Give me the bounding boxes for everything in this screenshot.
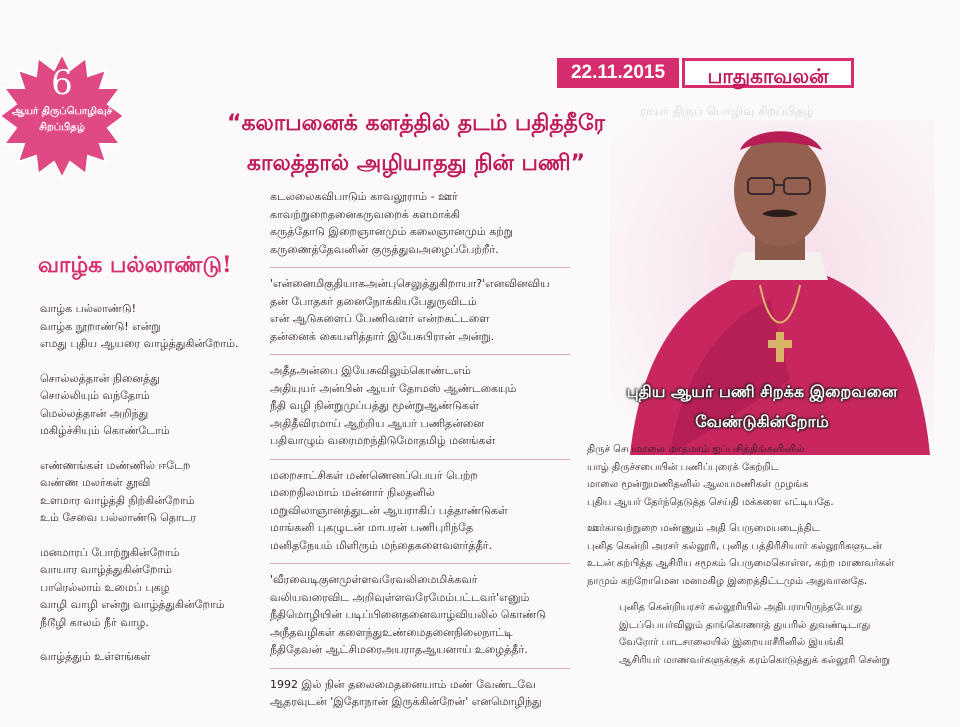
verse-line: வாழி வாழி என்று வாழ்த்துகின்றோம்: [40, 598, 225, 611]
verse-line: மாலை மூன்றுமணிதனில் ஆலயமணிகள் முழங்க: [587, 479, 809, 490]
verse-line: தன் போதகர் தனைநோக்கியபேதுருவிடம்: [270, 294, 477, 308]
stanza: [40, 300, 260, 353]
anniversary-badge: [0, 52, 126, 180]
verse-line: நாமும் கற்றோமென மனமகிழ இறைத்திட்டமும் அதுவானதே.: [587, 575, 868, 587]
right-stanza: [587, 441, 927, 511]
middle-stanza: [270, 362, 570, 460]
verse-line: மறுவிலாஞானத்துடன் ஆயராகிப் பத்தாண்டுகள்: [270, 503, 508, 517]
verse-line: புனித கென்றி அரசர் கல்லூரி, புனித பத்திரிசியார் கல்லூரிகளுடன்: [587, 540, 883, 552]
verse-line: யாழ் திருச்சபையின் பணிப்புரைக் கேற்றிட: [587, 461, 779, 473]
poem-right-column: [587, 441, 927, 678]
verse-line: ஊர்காவற்றுறை மண்ணும் அதி பெருமையடைந்திட: [587, 523, 820, 534]
middle-stanza: [270, 676, 570, 720]
verse-line: ஆதரவுடன் 'இதோநான் இருக்கின்றேன்' எனமொழிந்து: [270, 695, 542, 708]
verse-line: மனமாரப் போற்றுகின்றோம்: [40, 545, 180, 559]
verse-line: எண்ணங்கள் மண்ணில் ஈடேற: [40, 458, 191, 472]
badge-line-2: சிறப்பிதழ்: [39, 122, 85, 133]
verse-line: இடப்பெயர்விலும் தாங்கொணாத் துயரில் துவண்டிடாது: [619, 619, 871, 631]
verse-line: மனிதநேயம் மிளிரும் மந்தைகளைவளர்த்தீர்.: [270, 538, 492, 552]
verse-line: கடலலைகவிபாடும் காவலூராம் - ஊர்: [270, 190, 458, 203]
stanza: [40, 457, 260, 527]
verse-line: மறைநிலமாம் மன்னார் நிலதனில்: [270, 486, 435, 499]
poem-left-column: [40, 300, 260, 666]
issue-date: 22.11.2015: [557, 58, 679, 88]
verse-line: வாயார வாழ்த்துகின்றோம்: [40, 563, 173, 576]
verse-line: நீடூழி காலம் நீர் வாழ.: [40, 615, 149, 629]
verse-line: 'வீரவைடிகுனமுள்ளவரேவலிமைமிக்கவர்: [270, 573, 478, 586]
verse-line: என் ஆடுகளைப் பேணிவளர் என்றகட்டளை: [270, 312, 490, 325]
right-stanza: [587, 599, 927, 669]
verse-line: சொல்லத்தான் நினைத்து: [40, 371, 160, 385]
verse-line: மாங்கனி புகழுடன் மாபரன் பணிபுரிந்தே: [270, 521, 474, 534]
poem-footer: வாழ்த்தும் உள்ளங்கள்: [40, 650, 151, 663]
right-stanza: [587, 520, 927, 590]
verse-line: 1992 இல் நின் தலைமைதனையாம் மண் வேண்டவே: [270, 677, 536, 691]
verse-line: சொல்லியும் வந்தோம்: [40, 389, 150, 402]
caption-line-2: வேண்டுகின்றோம்: [695, 412, 829, 431]
verse-line: வாழ்க நூறாண்டு! என்று: [40, 319, 161, 333]
verse-line: உளமார வாழ்த்தி நிற்கின்றோம்: [40, 493, 195, 507]
verse-line: பதிவாழும் வரைமறந்திடுமோதமிழ் மனங்கள்: [270, 434, 496, 447]
verse-line: கருணைத்தேவனின் குருத்துவஅழைப்பேற்றீர்.: [270, 242, 499, 256]
stanza: [40, 544, 260, 632]
verse-line: புனித கென்றியரசர் கல்லூரியில் அதிபராயிருந்தபோது: [619, 602, 863, 613]
bleed-through-text-1: ராயர் திருப் பொழிவு சிறப்பிதழ்: [640, 104, 814, 118]
middle-stanza: [270, 275, 570, 355]
verse-line: புதிய ஆயர் தேர்ந்தெடுத்த செய்தி மக்களை எட்டியதே.: [587, 496, 834, 508]
badge-number: 6: [51, 63, 73, 103]
middle-stanza: [270, 188, 570, 268]
badge-line-1: ஆயர் திருப்பொழிவுச்: [11, 106, 113, 117]
verse-line: வலியவரைவிட அறிவுள்ளவரேமேம்பட்டவர்'எனும்: [270, 590, 530, 604]
verse-line: கருத்தோடு இறைஞானமும் கலைஞானமும் கற்று: [270, 225, 513, 238]
photo-caption: [612, 377, 912, 437]
verse-line: மெல்லத்தான் அறிந்து: [40, 406, 149, 420]
verse-line: அதீதஅன்பை இயேசுவிலும்கொண்டஎம்: [270, 364, 471, 377]
middle-stanza: [270, 571, 570, 669]
verse-line: அதியுயர் அன்பின் ஆயர் தோமஸ் ஆண்டகையும்: [270, 381, 517, 395]
caption-line-1: புதிய ஆயர் பணி சிறக்க இறைவனை: [626, 382, 898, 401]
newspaper-name: பாதுகாவலன்: [682, 58, 854, 88]
verse-line: அதிதீவிரமாய் ஆற்றிய ஆயர் பணிதன்னை: [270, 416, 484, 430]
verse-line: காவற்றுறைதனைகருவறைக் களமாக்கி: [270, 207, 460, 221]
verse-line: எமது புதிய ஆயரை வாழ்த்துகின்றோம்.: [40, 337, 239, 350]
verse-line: மறைசாட்சிகள் மண்ணெனப்பெயர் பெற்ற: [270, 468, 478, 482]
stanza: [40, 370, 260, 440]
verse-line: அநீதவழிகள் களைந்துஉண்மைதனைநிலைநாட்டி: [270, 625, 513, 639]
verse-line: உடன் கற்பித்த ஆசிரிய சமூகம் பெருமைகொள்ள, கற்ற மாணவர்கள்: [587, 558, 895, 569]
headline: [196, 104, 636, 184]
poem-middle-column: [270, 188, 570, 727]
verse-line: 'என்னைமிகுதியாகஅன்புசெலுத்துகிறாயா?'எனவினவிய: [270, 277, 550, 290]
verse-line: நீதி வழி நின்றுமுப்பத்து மூன்றுஆண்டுகள்: [270, 399, 479, 412]
verse-line: மகிழ்ச்சியும் கொண்டோம்: [40, 424, 170, 437]
verse-line: வண்ண மலர்கள் தூவி: [40, 476, 151, 489]
blessing-heading: வாழ்க பல்லாண்டு!: [38, 252, 232, 278]
verse-line: ஆசிரியர் மாணவர்களுக்குக் கரம்கொடுத்துக் கல்லூரி சென்று: [619, 654, 890, 666]
verse-line: வேரோர் பாடசாலையில் இறையாசீரினில் இயங்கி: [619, 637, 844, 648]
verse-line: தன்னைக் கையளித்தார் இயேசுபிரான் அன்று.: [270, 329, 495, 343]
headline-line-1: “கலாபனைக் களத்தில் தடம் பதித்தீரே: [227, 111, 605, 136]
verse-line: உம் சேவை பல்லாண்டு தொடர: [40, 511, 197, 524]
verse-line: நீதிமொழியின் படிப்பினைதனைவாழ்வியலில் கொண்டு: [270, 608, 547, 621]
headline-line-2: காலத்தால் அழியாதது நின் பணி”: [246, 151, 586, 176]
verse-line: நீதிதேவன் ஆட்சிமரைஅயராதஆயனாய் உழைத்தீர்.: [270, 643, 528, 656]
verse-line: வாழ்க பல்லாண்டு!: [40, 302, 137, 315]
verse-line: பாரெல்லாம் உமைப் புகழ: [40, 580, 170, 594]
middle-stanza: [270, 467, 570, 565]
verse-line: திருச் செபமாலை மாதமாம் ஐப்பசித்திங்களினில்: [587, 444, 805, 455]
